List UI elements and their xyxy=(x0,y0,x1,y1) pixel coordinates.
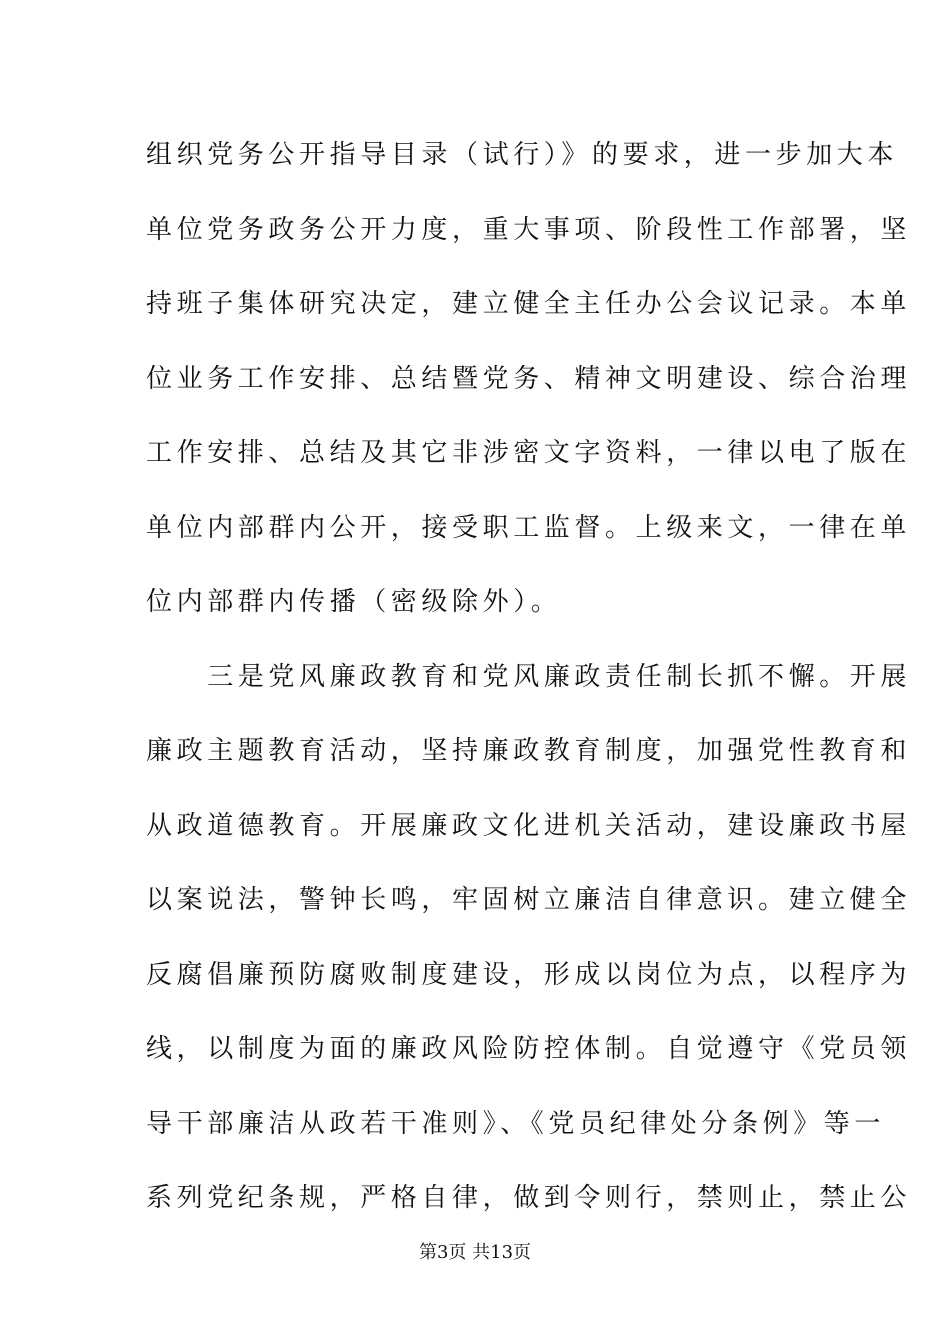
text-line: 以案说法，警钟长鸣，牢固树立廉洁自律意识。建立健全 xyxy=(146,885,912,915)
text-line: 组织党务公开指导目录（试行）》的要求，进一步加大本 xyxy=(146,140,899,170)
page-number-footer: 第3页 共13页 xyxy=(418,1242,532,1263)
text-line: 工作安排、总结及其它非涉密文字资料，一律以电了版在 xyxy=(146,438,912,468)
text-line: 单位党务政务公开力度，重大事项、阶段性工作部署，坚 xyxy=(146,214,912,245)
text-line: 位业务工作安排、总结暨党务、精神文明建设、综合治理 xyxy=(146,363,912,394)
text-line: 位内部群内传播（密级除外）。 xyxy=(146,587,562,617)
text-line: 单位内部群内公开，接受职工监督。上级来文，一律在单 xyxy=(146,512,912,543)
text-line: 持班子集体研究决定，建立健全主任办公会议记录。本单 xyxy=(146,289,912,319)
paragraph-start-line: 三是党风廉政教育和党风廉政责任制长抓不懈。开展 xyxy=(146,661,912,692)
text-line: 反腐倡廉预防腐败制度建设，形成以岗位为点，以程序为 xyxy=(146,959,912,990)
text-line: 线，以制度为面的廉政风险防控体制。自觉遵守《党员领 xyxy=(146,1034,912,1064)
body-text xyxy=(146,128,912,1246)
text-line: 系列党纪条规，严格自律，做到令则行，禁则止，禁止公 xyxy=(146,1183,912,1213)
text-line: 从政道德教育。开展廉政文化进机关活动，建设廉政书屋 xyxy=(146,810,912,841)
text-line: 廉政主题教育活动，坚持廉政教育制度，加强党性教育和 xyxy=(146,736,912,766)
text-line: 导干部廉洁从政若干准则》、《党员纪律处分条例》等一 xyxy=(146,1108,886,1139)
